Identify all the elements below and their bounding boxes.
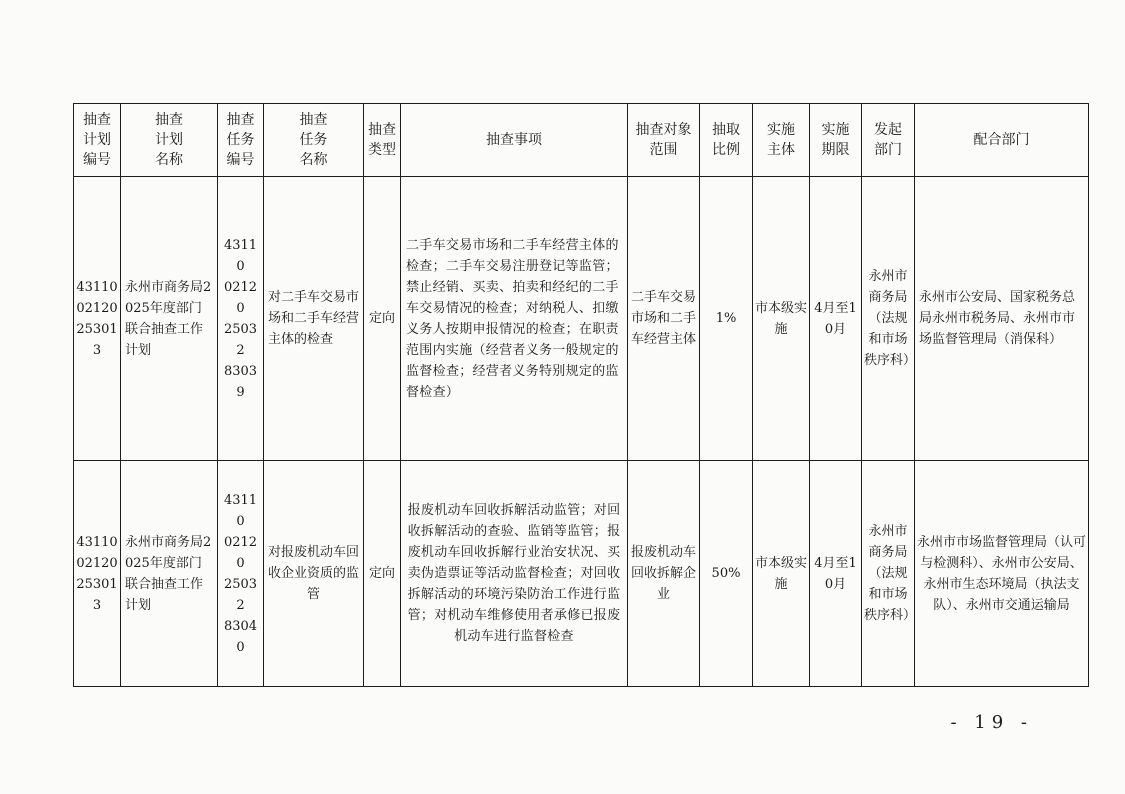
header-task-name: 抽查 任务 名称 — [264, 104, 364, 177]
cell-task-no: 43110 02120 25032 83039 — [218, 177, 264, 461]
header-items: 抽查事项 — [401, 104, 628, 177]
cell-plan-no: 43110 02120 25301 3 — [74, 461, 121, 687]
cell-partners: 永州市公安局、国家税务总局永州市税务局、永州市市场监督管理局（消保科） — [915, 177, 1089, 461]
cell-plan-name: 永州市商务局2025年度部门联合抽查工作计划 — [121, 461, 218, 687]
cell-scope: 报废机动车回收拆解企业 — [628, 461, 700, 687]
header-row — [74, 104, 1089, 177]
cell-items: 二手车交易市场和二手车经营主体的检查；二手车交易注册登记等监管；禁止经销、买卖、拍卖和经纪的二手车交易情况的检查；对纳税人、扣缴义务人按期申报情况的检查；在职责范围内实施（经营者义务一般规定的监督检查；经营者义务特别规定的监督检查） — [401, 177, 628, 461]
header-plan-no: 抽查 计划 编号 — [74, 104, 121, 177]
inspection-plan-table — [73, 103, 1089, 687]
header-initiator: 发起 部门 — [862, 104, 915, 177]
cell-ratio: 50% — [700, 461, 753, 687]
header-period: 实施 期限 — [810, 104, 862, 177]
cell-task-name: 对二手车交易市场和二手车经营主体的检查 — [264, 177, 364, 461]
header-ratio: 抽取 比例 — [700, 104, 753, 177]
cell-scope: 二手车交易市场和二手车经营主体 — [628, 177, 700, 461]
cell-type: 定向 — [364, 461, 401, 687]
cell-items: 报废机动车回收拆解活动监管；对回收拆解活动的查验、监销等监管；报废机动车回收拆解行业治安状况、买卖伪造票证等活动监督检查；对回收拆解活动的环境污染防治工作进行监管；对机动车维修使用者承修已报废机动车进行监督检查 — [401, 461, 628, 687]
table-row — [74, 177, 1089, 461]
cell-type: 定向 — [364, 177, 401, 461]
cell-period: 4月至10月 — [810, 177, 862, 461]
cell-partners: 永州市市场监督管理局（认可与检测科）、永州市公安局、永州市生态环境局（执法支队）、永州市交通运输局 — [915, 461, 1089, 687]
cell-period: 4月至10月 — [810, 461, 862, 687]
header-scope: 抽查对象 范围 — [628, 104, 700, 177]
header-partners: 配合部门 — [915, 104, 1089, 177]
header-type: 抽查 类型 — [364, 104, 401, 177]
header-task-no: 抽查 任务 编号 — [218, 104, 264, 177]
cell-initiator: 永州市商务局（法规和市场秩序科） — [862, 177, 915, 461]
cell-ratio: 1% — [700, 177, 753, 461]
cell-executor: 市本级实施 — [753, 461, 810, 687]
cell-plan-no: 43110 02120 25301 3 — [74, 177, 121, 461]
table-row — [74, 461, 1089, 687]
page-number: - 19 - — [950, 712, 1033, 733]
cell-executor: 市本级实施 — [753, 177, 810, 461]
cell-task-no: 43110 02120 25032 83040 — [218, 461, 264, 687]
cell-plan-name: 永州市商务局2025年度部门联合抽查工作计划 — [121, 177, 218, 461]
cell-initiator: 永州市商务局（法规和市场秩序科） — [862, 461, 915, 687]
header-executor: 实施 主体 — [753, 104, 810, 177]
header-plan-name: 抽查 计划 名称 — [121, 104, 218, 177]
cell-task-name: 对报废机动车回收企业资质的监管 — [264, 461, 364, 687]
